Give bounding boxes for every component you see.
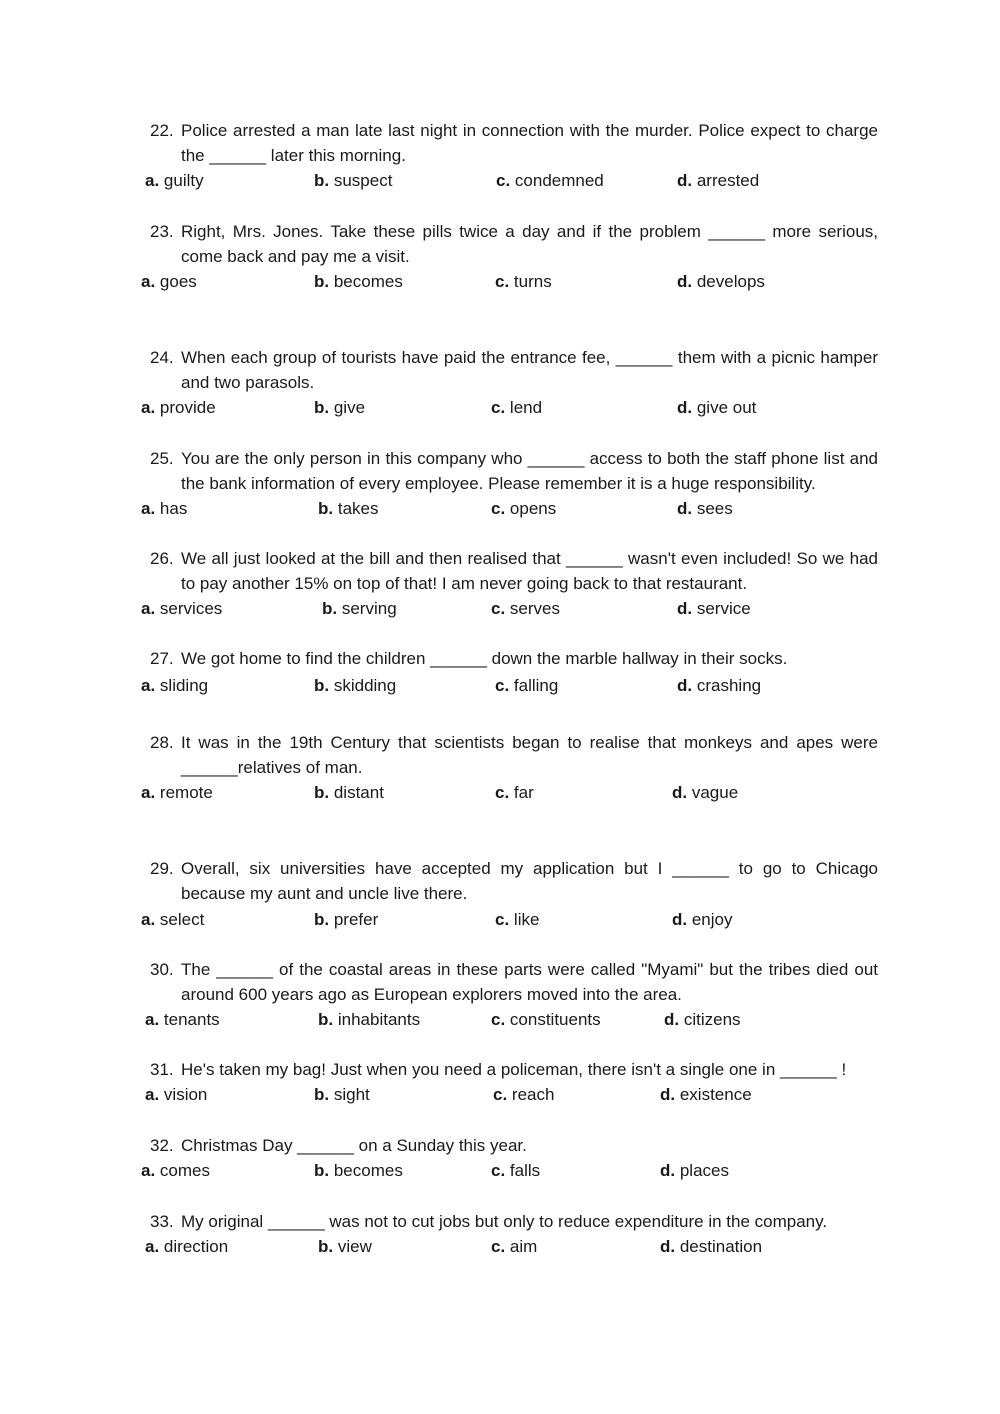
question-number: 32. [150, 1136, 174, 1155]
option-letter: b. [318, 1237, 334, 1256]
option-d[interactable] [660, 1234, 762, 1259]
option-letter: d. [660, 1237, 676, 1256]
option-d[interactable] [660, 1082, 752, 1107]
option-text: condemned [514, 171, 604, 190]
question-stem [150, 345, 878, 395]
option-letter: c. [491, 1161, 506, 1180]
option-c[interactable] [493, 1082, 554, 1107]
question-stem [150, 1057, 878, 1082]
option-b[interactable] [314, 907, 378, 932]
question-text: He's taken my bag! Just when you need a policeman, there isn't a single one in ______ ! [181, 1060, 847, 1079]
option-text: guilty [163, 171, 204, 190]
question-text: Christmas Day ______ on a Sunday this year. [181, 1136, 527, 1155]
option-letter: b. [314, 171, 330, 190]
question-number: 26. [150, 549, 174, 568]
option-b[interactable] [314, 780, 384, 805]
option-c[interactable] [491, 1234, 537, 1259]
option-text: enjoy [691, 910, 733, 929]
option-text: vague [691, 783, 739, 802]
option-text: becomes [333, 272, 403, 291]
option-text: comes [159, 1161, 210, 1180]
option-text: select [159, 910, 205, 929]
option-text: citizens [683, 1010, 741, 1029]
option-a[interactable] [145, 1007, 220, 1032]
option-b[interactable] [314, 1082, 370, 1107]
option-text: lend [509, 398, 543, 417]
option-letter: c. [491, 1237, 506, 1256]
option-letter: b. [314, 910, 330, 929]
question-number: 31. [150, 1060, 174, 1079]
option-a[interactable] [141, 673, 208, 698]
option-c[interactable] [491, 1007, 601, 1032]
option-d[interactable] [677, 496, 733, 521]
option-letter: d. [672, 783, 688, 802]
question-stem [150, 546, 878, 596]
option-text: destination [679, 1237, 763, 1256]
option-d[interactable] [677, 168, 759, 193]
option-letter: d. [660, 1161, 676, 1180]
question-text: Right, Mrs. Jones. Take these pills twice a day and if the problem ______ more serious, come back and pay me a visit. [181, 222, 878, 266]
option-letter: a. [141, 272, 156, 291]
option-b[interactable] [314, 395, 365, 420]
option-text: like [513, 910, 540, 929]
question-stem [150, 1133, 878, 1158]
option-c[interactable] [495, 269, 552, 294]
option-d[interactable] [677, 269, 765, 294]
option-text: aim [509, 1237, 538, 1256]
option-letter: d. [677, 676, 693, 695]
option-text: give out [696, 398, 757, 417]
option-c[interactable] [491, 1158, 540, 1183]
option-text: reach [511, 1085, 555, 1104]
option-letter: b. [318, 499, 334, 518]
option-letter: b. [314, 398, 330, 417]
option-letter: d. [677, 599, 693, 618]
question-stem [150, 219, 878, 269]
option-letter: a. [141, 599, 156, 618]
question-text: We got home to find the children ______ down the marble hallway in their socks. [181, 649, 788, 668]
option-letter: d. [660, 1085, 676, 1104]
option-a[interactable] [141, 395, 216, 420]
option-b[interactable] [322, 596, 397, 621]
option-b[interactable] [314, 673, 396, 698]
option-letter: c. [491, 1010, 506, 1029]
option-text: prefer [333, 910, 379, 929]
option-a[interactable] [145, 168, 204, 193]
option-letter: b. [318, 1010, 334, 1029]
question-number: 25. [150, 449, 174, 468]
question-text: My original ______ was not to cut jobs but only to reduce expenditure in the company. [181, 1212, 828, 1231]
option-d[interactable] [660, 1158, 729, 1183]
question-stem [150, 646, 878, 671]
option-d[interactable] [677, 596, 751, 621]
option-d[interactable] [677, 395, 756, 420]
question-number: 24. [150, 348, 174, 367]
option-letter: d. [672, 910, 688, 929]
option-text: vision [163, 1085, 208, 1104]
option-letter: a. [141, 676, 156, 695]
option-text: remote [159, 783, 213, 802]
option-b[interactable] [314, 168, 392, 193]
option-text: provide [159, 398, 216, 417]
option-letter: b. [314, 1085, 330, 1104]
option-letter: c. [495, 783, 510, 802]
question-number: 23. [150, 222, 174, 241]
option-c[interactable] [496, 168, 604, 193]
option-letter: b. [314, 272, 330, 291]
option-letter: b. [314, 676, 330, 695]
option-c[interactable] [491, 496, 556, 521]
option-a[interactable] [141, 780, 213, 805]
option-a[interactable] [141, 907, 204, 932]
option-c[interactable] [495, 780, 534, 805]
option-letter: d. [677, 398, 693, 417]
question-number: 27. [150, 649, 174, 668]
option-text: give [333, 398, 366, 417]
option-d[interactable] [664, 1007, 741, 1032]
option-letter: a. [145, 1010, 160, 1029]
option-letter: a. [141, 1161, 156, 1180]
option-text: inhabitants [337, 1010, 421, 1029]
option-text: becomes [333, 1161, 403, 1180]
option-letter: d. [677, 272, 693, 291]
option-text: view [337, 1237, 372, 1256]
question-text: Police arrested a man late last night in connection with the murder. Police expect to charge the ______ later this morning. [181, 121, 878, 165]
option-b[interactable] [318, 1007, 420, 1032]
option-text: far [513, 783, 534, 802]
option-letter: c. [496, 171, 511, 190]
question-text: You are the only person in this company who ______ access to both the staff phone list and the bank information of every employee. Please remember it is a huge responsibility. [181, 449, 878, 493]
option-letter: a. [141, 398, 156, 417]
option-text: falls [509, 1161, 541, 1180]
option-text: takes [337, 499, 379, 518]
option-text: direction [163, 1237, 229, 1256]
option-letter: c. [495, 676, 510, 695]
option-letter: c. [491, 599, 506, 618]
option-letter: c. [491, 499, 506, 518]
option-letter: d. [677, 499, 693, 518]
option-a[interactable] [141, 596, 222, 621]
option-text: opens [509, 499, 557, 518]
option-c[interactable] [495, 673, 558, 698]
option-letter: a. [145, 1237, 160, 1256]
option-letter: a. [141, 783, 156, 802]
option-b[interactable] [314, 1158, 403, 1183]
option-text: has [159, 499, 188, 518]
question-stem [150, 957, 878, 1007]
option-letter: b. [322, 599, 338, 618]
question-text: It was in the 19th Century that scientists began to realise that monkeys and apes were ______relatives of man. [181, 733, 878, 777]
option-letter: a. [145, 1085, 160, 1104]
question-text: We all just looked at the bill and then realised that ______ wasn't even included! So we had to pay another 15% on top of that! I am never going back to that restaurant. [181, 549, 878, 593]
option-letter: b. [314, 783, 330, 802]
option-text: suspect [333, 171, 393, 190]
question-number: 28. [150, 733, 174, 752]
option-a[interactable] [145, 1234, 228, 1259]
question-number: 29. [150, 859, 174, 878]
option-text: serves [509, 599, 560, 618]
option-d[interactable] [677, 673, 761, 698]
option-text: serving [341, 599, 397, 618]
question-number: 30. [150, 960, 174, 979]
option-d[interactable] [672, 907, 732, 932]
option-text: constituents [509, 1010, 601, 1029]
question-number: 22. [150, 121, 174, 140]
question-text: The ______ of the coastal areas in these parts were called "Myami" but the tribes died out around 600 years ago as European explorers moved into the area. [181, 960, 878, 1004]
question-text: When each group of tourists have paid the entrance fee, ______ them with a picnic hamper and two parasols. [181, 348, 878, 392]
question-text: Overall, six universities have accepted my application but I ______ to go to Chicago because my aunt and uncle live there. [181, 859, 878, 903]
question-stem [150, 1209, 878, 1234]
question-stem [150, 118, 878, 168]
question-stem [150, 730, 878, 780]
option-text: services [159, 599, 223, 618]
option-text: places [679, 1161, 729, 1180]
option-c[interactable] [491, 596, 560, 621]
option-letter: a. [145, 171, 160, 190]
option-letter: d. [677, 171, 693, 190]
option-letter: c. [491, 398, 506, 417]
option-text: arrested [696, 171, 760, 190]
option-b[interactable] [318, 496, 378, 521]
option-a[interactable] [141, 496, 187, 521]
option-letter: c. [495, 910, 510, 929]
question-stem [150, 856, 878, 906]
option-text: service [696, 599, 751, 618]
option-text: sight [333, 1085, 370, 1104]
option-text: sliding [159, 676, 209, 695]
option-text: skidding [333, 676, 397, 695]
option-text: existence [679, 1085, 752, 1104]
option-text: crashing [696, 676, 762, 695]
option-letter: a. [141, 910, 156, 929]
option-text: distant [333, 783, 384, 802]
option-letter: a. [141, 499, 156, 518]
option-text: goes [159, 272, 197, 291]
option-a[interactable] [145, 1082, 207, 1107]
option-b[interactable] [318, 1234, 372, 1259]
option-c[interactable] [491, 395, 542, 420]
option-text: sees [696, 499, 733, 518]
option-letter: c. [493, 1085, 508, 1104]
option-c[interactable] [495, 907, 539, 932]
option-d[interactable] [672, 780, 738, 805]
option-letter: b. [314, 1161, 330, 1180]
question-stem [150, 446, 878, 496]
option-letter: c. [495, 272, 510, 291]
option-text: tenants [163, 1010, 220, 1029]
option-b[interactable] [314, 269, 403, 294]
option-a[interactable] [141, 1158, 210, 1183]
question-number: 33. [150, 1212, 174, 1231]
option-text: turns [513, 272, 552, 291]
option-text: falling [513, 676, 559, 695]
option-letter: d. [664, 1010, 680, 1029]
option-a[interactable] [141, 269, 197, 294]
option-text: develops [696, 272, 765, 291]
